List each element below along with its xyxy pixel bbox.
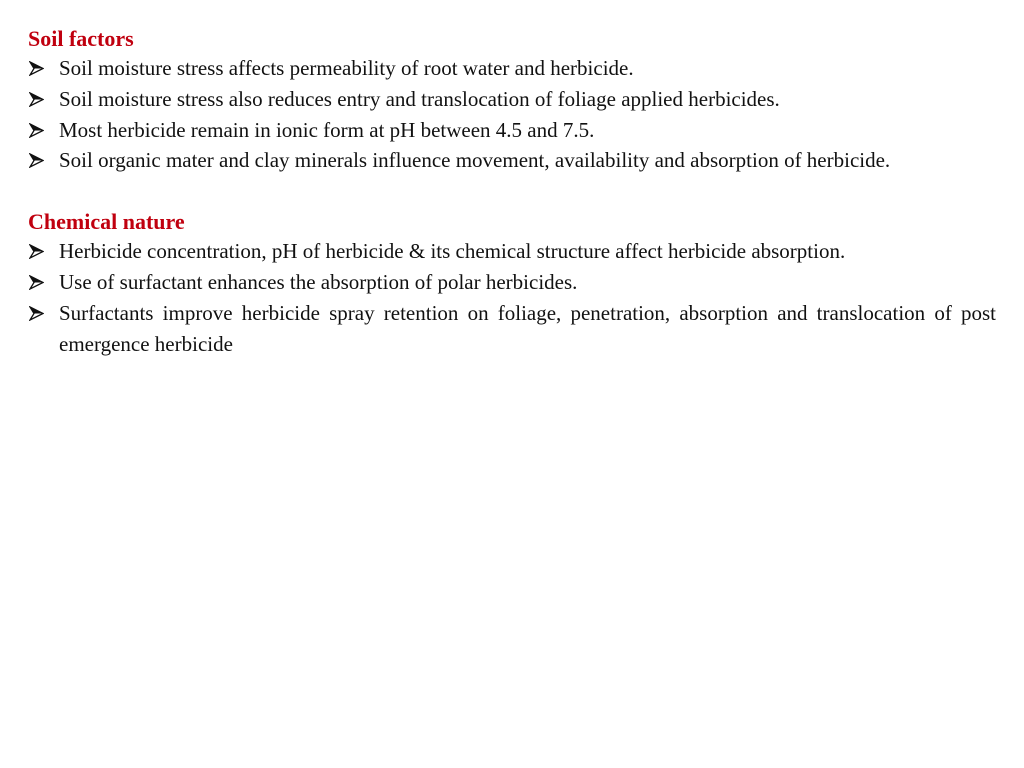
bullet-text: Herbicide concentration, pH of herbicide & its chemical structure affect herbicide absorption. bbox=[59, 239, 846, 264]
list-item bbox=[28, 236, 996, 267]
bullet-text: Use of surfactant enhances the absorption of polar herbicides. bbox=[59, 269, 578, 294]
arrowhead-bullet-icon bbox=[29, 92, 44, 107]
list-item bbox=[28, 267, 996, 298]
arrowhead-bullet-icon bbox=[29, 123, 44, 138]
bullet-text: Soil moisture stress also reduces entry and translocation of foliage applied herbicides. bbox=[59, 86, 780, 111]
bullet-list bbox=[28, 53, 996, 176]
bullet-list bbox=[28, 236, 996, 359]
list-item bbox=[28, 53, 996, 84]
list-item bbox=[28, 84, 996, 115]
section-heading: Chemical nature bbox=[28, 209, 185, 235]
arrowhead-bullet-icon bbox=[29, 306, 44, 321]
arrowhead-bullet-icon bbox=[29, 244, 44, 259]
list-item bbox=[28, 298, 996, 360]
bullet-text: Surfactants improve herbicide spray retention on foliage, penetration, absorption and translocation of post emergence herbicide bbox=[59, 300, 996, 356]
section-heading: Soil factors bbox=[28, 26, 134, 51]
section-chemical-nature bbox=[28, 207, 996, 359]
list-item bbox=[28, 145, 996, 176]
bullet-text: Most herbicide remain in ionic form at pH between 4.5 and 7.5. bbox=[59, 117, 595, 142]
bullet-text: Soil organic mater and clay minerals influence movement, availability and absorption of herbicide. bbox=[59, 148, 891, 173]
list-item bbox=[28, 115, 996, 146]
bullet-text: Soil moisture stress affects permeability of root water and herbicide. bbox=[59, 56, 634, 80]
arrowhead-bullet-icon bbox=[29, 61, 44, 76]
section-soil-factors bbox=[28, 24, 996, 176]
arrowhead-bullet-icon bbox=[29, 153, 44, 168]
arrowhead-bullet-icon bbox=[29, 275, 44, 290]
